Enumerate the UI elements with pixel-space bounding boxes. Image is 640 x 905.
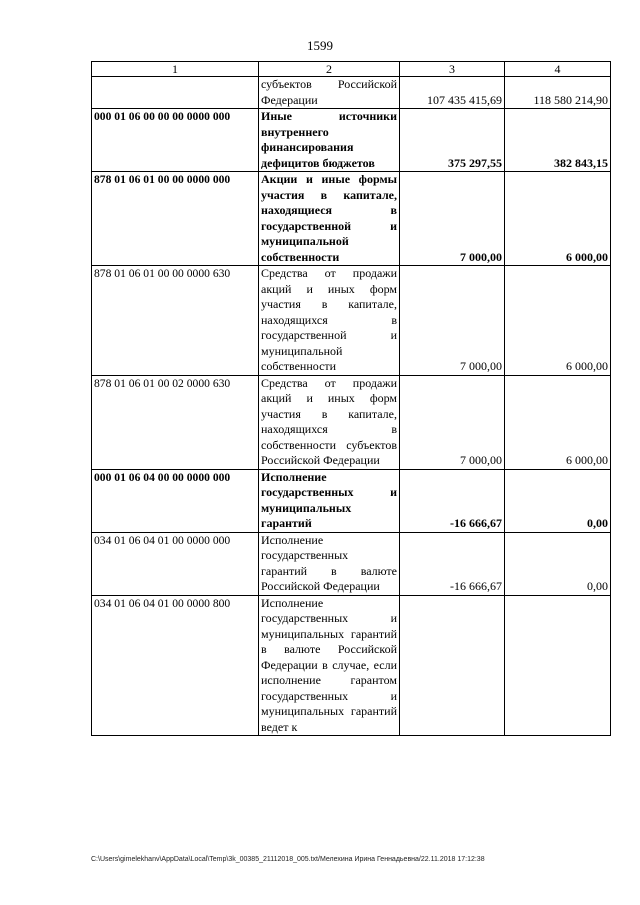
document-footer-path: C:\Users\gimelekhanv\AppData\Local\Temp\3k_00385_21112018_005.txt/Мелехина Ирина Геннадьевна/22.11.2018 17:12:38 — [91, 856, 485, 863]
table-row — [92, 375, 611, 469]
column-header-1: 1 — [92, 62, 259, 77]
amount-col4: 6 000,00 — [505, 266, 611, 376]
amount-col3: 7 000,00 — [400, 172, 505, 266]
item-name: Исполнение государственных и муниципальных гарантий в валюте Российской Федерации в случае, если исполнение гарантом государственных и муниципальных гарантий ведет к — [259, 595, 400, 736]
column-header-4: 4 — [505, 62, 611, 77]
amount-col4: 6 000,00 — [505, 375, 611, 469]
page-number: 1599 — [307, 38, 333, 53]
budget-code: 000 01 06 00 00 00 0000 000 — [92, 109, 259, 172]
item-name: Исполнение государственных гарантий в валюте Российской Федерации — [259, 532, 400, 595]
amount-col3 — [400, 595, 505, 736]
amount-col3: 107 435 415,69 — [400, 77, 505, 109]
budget-code: 034 01 06 04 01 00 0000 800 — [92, 595, 259, 736]
table-row — [92, 266, 611, 376]
amount-col4: 6 000,00 — [505, 172, 611, 266]
item-name: Иные источники внутреннего финансирования дефицитов бюджетов — [259, 109, 400, 172]
amount-col4: 382 843,15 — [505, 109, 611, 172]
budget-code: 878 01 06 01 00 00 0000 000 — [92, 172, 259, 266]
item-name: субъектов Российской Федерации — [259, 77, 400, 109]
budget-sources-table — [91, 61, 611, 736]
amount-col3: -16 666,67 — [400, 532, 505, 595]
amount-col4 — [505, 595, 611, 736]
budget-code: 000 01 06 04 00 00 0000 000 — [92, 469, 259, 532]
budget-code: 878 01 06 01 00 00 0000 630 — [92, 266, 259, 376]
amount-col3: 7 000,00 — [400, 266, 505, 376]
budget-code — [92, 77, 259, 109]
table-row — [92, 77, 611, 109]
item-name: Средства от продажи акций и иных форм участия в капитале, находящихся в собственности субъектов Российской Федерации — [259, 375, 400, 469]
table-row — [92, 109, 611, 172]
item-name: Средства от продажи акций и иных форм участия в капитале, находящихся в государственной и муниципальной собственности — [259, 266, 400, 376]
amount-col3: 7 000,00 — [400, 375, 505, 469]
table-header-row — [92, 62, 611, 77]
budget-code: 878 01 06 01 00 02 0000 630 — [92, 375, 259, 469]
column-header-3: 3 — [400, 62, 505, 77]
table-row — [92, 172, 611, 266]
amount-col4: 0,00 — [505, 532, 611, 595]
amount-col4: 118 580 214,90 — [505, 77, 611, 109]
item-name: Исполнение государственных и муниципальных гарантий — [259, 469, 400, 532]
table-row — [92, 532, 611, 595]
item-name: Акции и иные формы участия в капитале, находящиеся в государственной и муниципальной собственности — [259, 172, 400, 266]
table-row — [92, 595, 611, 736]
amount-col3: 375 297,55 — [400, 109, 505, 172]
amount-col4: 0,00 — [505, 469, 611, 532]
budget-code: 034 01 06 04 01 00 0000 000 — [92, 532, 259, 595]
column-header-2: 2 — [259, 62, 400, 77]
table-row — [92, 469, 611, 532]
amount-col3: -16 666,67 — [400, 469, 505, 532]
